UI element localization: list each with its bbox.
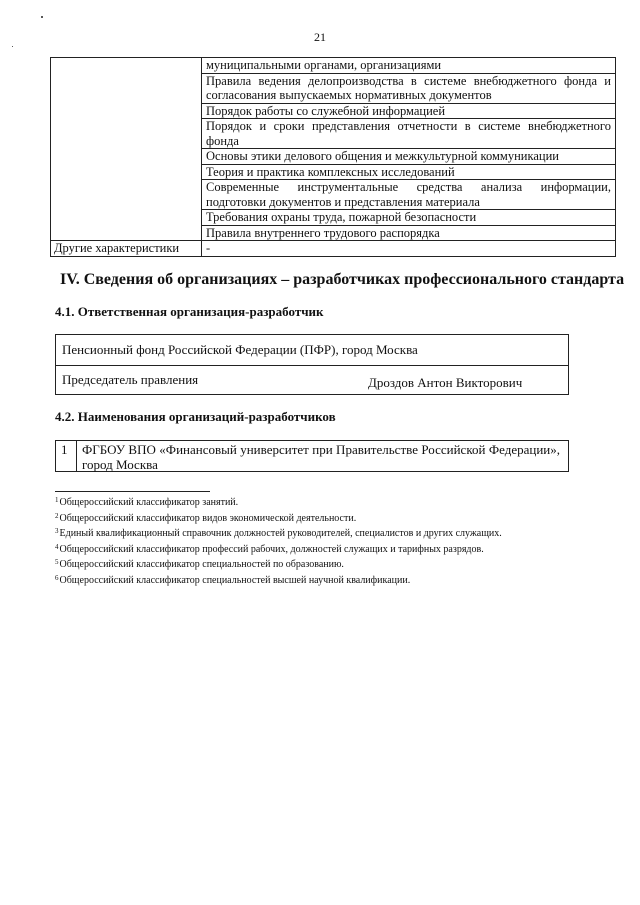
responsible-org-name: Пенсионный фонд Российской Федерации (ПФР), город Москва bbox=[62, 342, 418, 357]
footnote-text: Единый квалификационный справочник должностей руководителей, специалистов и других служащих. bbox=[59, 528, 502, 539]
footnote bbox=[55, 541, 595, 557]
footnote-number: 6 bbox=[55, 573, 59, 582]
section-title: IV. Сведения об организациях – разработчиках профессионального стандарта bbox=[60, 271, 625, 288]
footnote-text: Общероссийский классификатор профессий рабочих, должностей служащих и тарифных разрядов. bbox=[59, 543, 484, 555]
footnote-number: 1 bbox=[55, 496, 59, 504]
footnote-text: Общероссийский классификатор специальностей по образованию. bbox=[59, 559, 344, 570]
footnotes bbox=[55, 494, 595, 587]
developer-org-name: ФГБОУ ВПО «Финансовый университет при Правительстве Российской Федерации», город Москва bbox=[82, 442, 560, 472]
other-characteristics-label: Другие характеристики bbox=[51, 241, 202, 257]
other-characteristics-value: - bbox=[202, 241, 616, 257]
knowledge-item: Порядок работы со служебной информацией bbox=[202, 103, 616, 119]
knowledge-item: Правила внутреннего трудового распорядка bbox=[202, 225, 616, 241]
footnote bbox=[55, 572, 595, 588]
table-label-cell-empty bbox=[51, 58, 202, 241]
knowledge-item: Порядок и сроки представления отчетности в системе внебюджетного фонда bbox=[202, 119, 616, 149]
footnote-number: 3 bbox=[55, 527, 59, 535]
table-row-other bbox=[51, 241, 616, 257]
footnote-text: Общероссийский классификатор занятий. bbox=[59, 497, 239, 508]
developer-org-number-cell bbox=[56, 441, 77, 471]
org-box-divider bbox=[56, 365, 568, 366]
footnote-text: Общероссийский классификатор специальностей высшей научной квалификации. bbox=[59, 574, 411, 586]
footnote-number: 4 bbox=[55, 542, 59, 551]
knowledge-item: Требования охраны труда, пожарной безопасности bbox=[202, 210, 616, 226]
page-number: 21 bbox=[314, 30, 326, 44]
knowledge-item: Основы этики делового общения и межкультурной коммуникации bbox=[202, 149, 616, 165]
knowledge-item: Теория и практика комплексных исследований bbox=[202, 164, 616, 180]
knowledge-item: муниципальными органами, организациями bbox=[202, 58, 616, 74]
footnote-number: 2 bbox=[55, 511, 59, 520]
developer-orgs-heading: 4.2. Наименования организаций-разработчиков bbox=[55, 409, 336, 424]
scan-speck-top bbox=[41, 16, 43, 18]
developer-org-number: 1 bbox=[61, 442, 68, 457]
footnote bbox=[55, 494, 595, 510]
footnote bbox=[55, 556, 595, 572]
footnote-text: Общероссийский классификатор видов экономической деятельности. bbox=[59, 512, 357, 524]
qualification-table bbox=[50, 57, 616, 257]
responsible-org-person: Дроздов Антон Викторович bbox=[368, 375, 523, 390]
responsible-org-role: Председатель правления bbox=[62, 372, 199, 387]
footnote-separator bbox=[55, 491, 210, 492]
responsible-org-box bbox=[55, 334, 569, 395]
knowledge-item: Современные инструментальные средства анализа информации, подготовки документов и представления материала bbox=[202, 180, 616, 210]
footnote-number: 5 bbox=[55, 558, 59, 566]
responsible-org-heading: 4.1. Ответственная организация-разработчик bbox=[55, 304, 324, 319]
knowledge-item: Правила ведения делопроизводства в системе внебюджетного фонда и согласования выпускаемых нормативных документов bbox=[202, 73, 616, 103]
footnote bbox=[55, 525, 595, 541]
table-row bbox=[51, 58, 616, 74]
footnote bbox=[55, 510, 595, 526]
scan-speck-left bbox=[12, 46, 13, 47]
developer-org-row bbox=[55, 440, 569, 472]
